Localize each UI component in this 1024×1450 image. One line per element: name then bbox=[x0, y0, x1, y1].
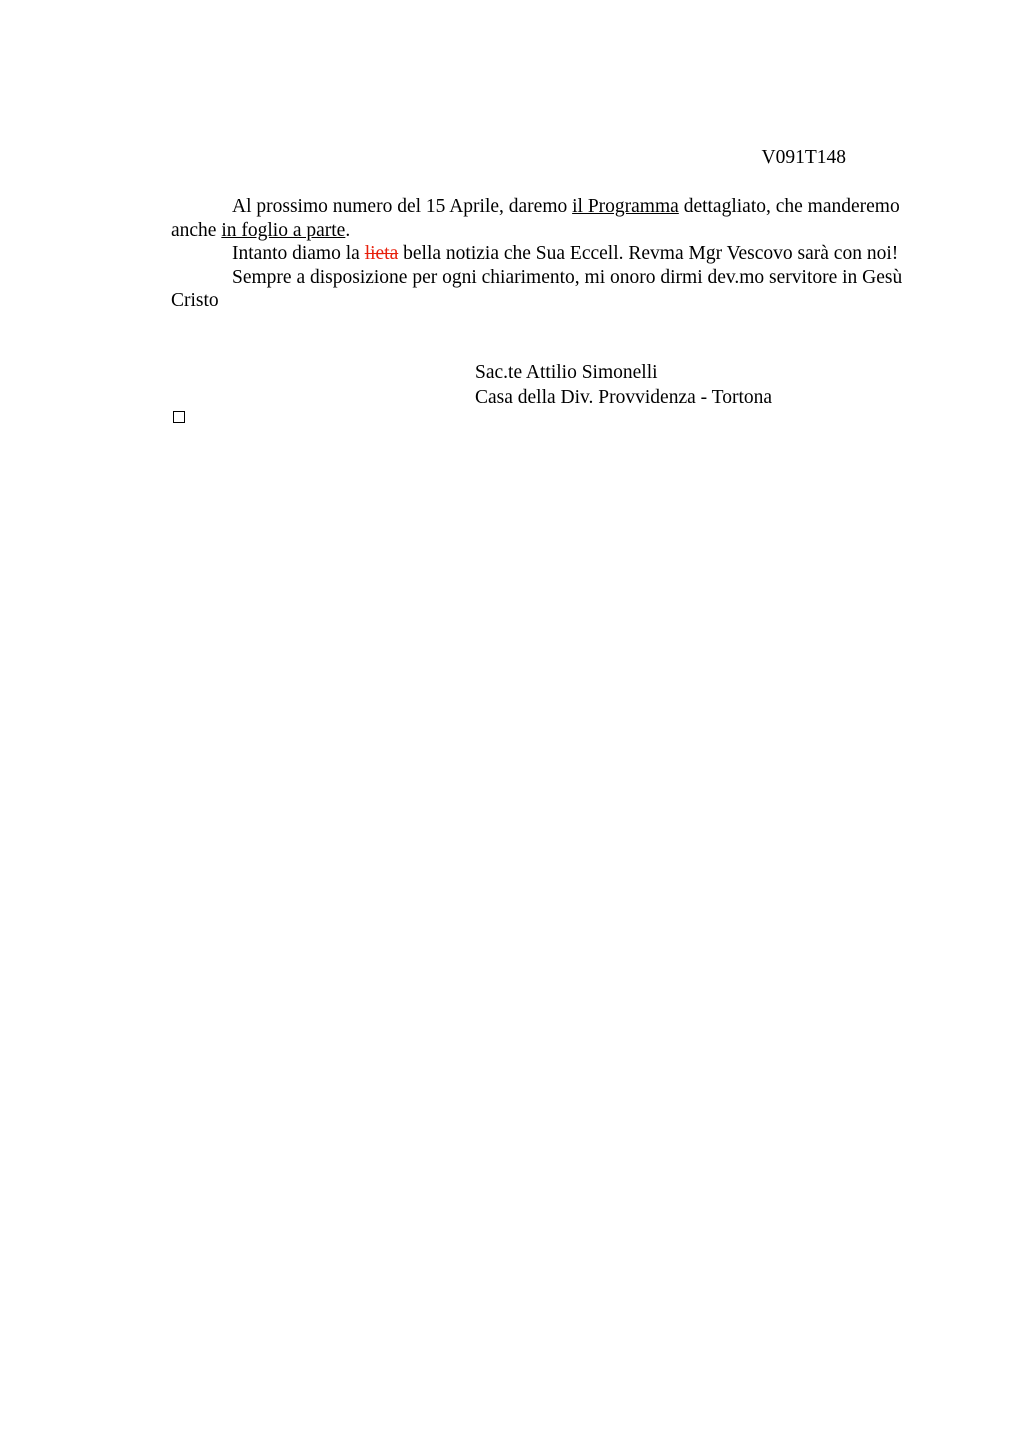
signature-block bbox=[475, 361, 772, 410]
paragraph-text: Al prossimo numero del 15 Aprile, daremo bbox=[232, 196, 573, 217]
paragraph-text: dettagliato, che manderemo anche bbox=[171, 196, 900, 241]
checkbox-square-icon bbox=[173, 411, 185, 423]
document-id: V091T148 bbox=[761, 147, 846, 168]
paragraph-text: bella notizia che Sua Eccell. Revma Mgr Vescovo sarà con noi! bbox=[398, 243, 899, 264]
paragraph-news bbox=[171, 242, 906, 266]
signature-name: Sac.te Attilio Simonelli bbox=[475, 362, 658, 383]
paragraph-program bbox=[171, 195, 906, 242]
signature-affiliation: Casa della Div. Provvidenza - Tortona bbox=[475, 386, 773, 408]
letter-body bbox=[171, 195, 906, 313]
paragraph-text: Intanto diamo la bbox=[232, 243, 365, 264]
underlined-phrase-foglio: in foglio a parte bbox=[221, 219, 346, 241]
deleted-word: lieta bbox=[364, 243, 399, 264]
paragraph-closing: Sempre a disposizione per ogni chiarimento, mi onoro dirmi dev.mo servitore in Gesù Cristo bbox=[171, 266, 903, 311]
underlined-phrase-programma: il Programma bbox=[572, 196, 679, 217]
paragraph-text: . bbox=[345, 219, 351, 241]
